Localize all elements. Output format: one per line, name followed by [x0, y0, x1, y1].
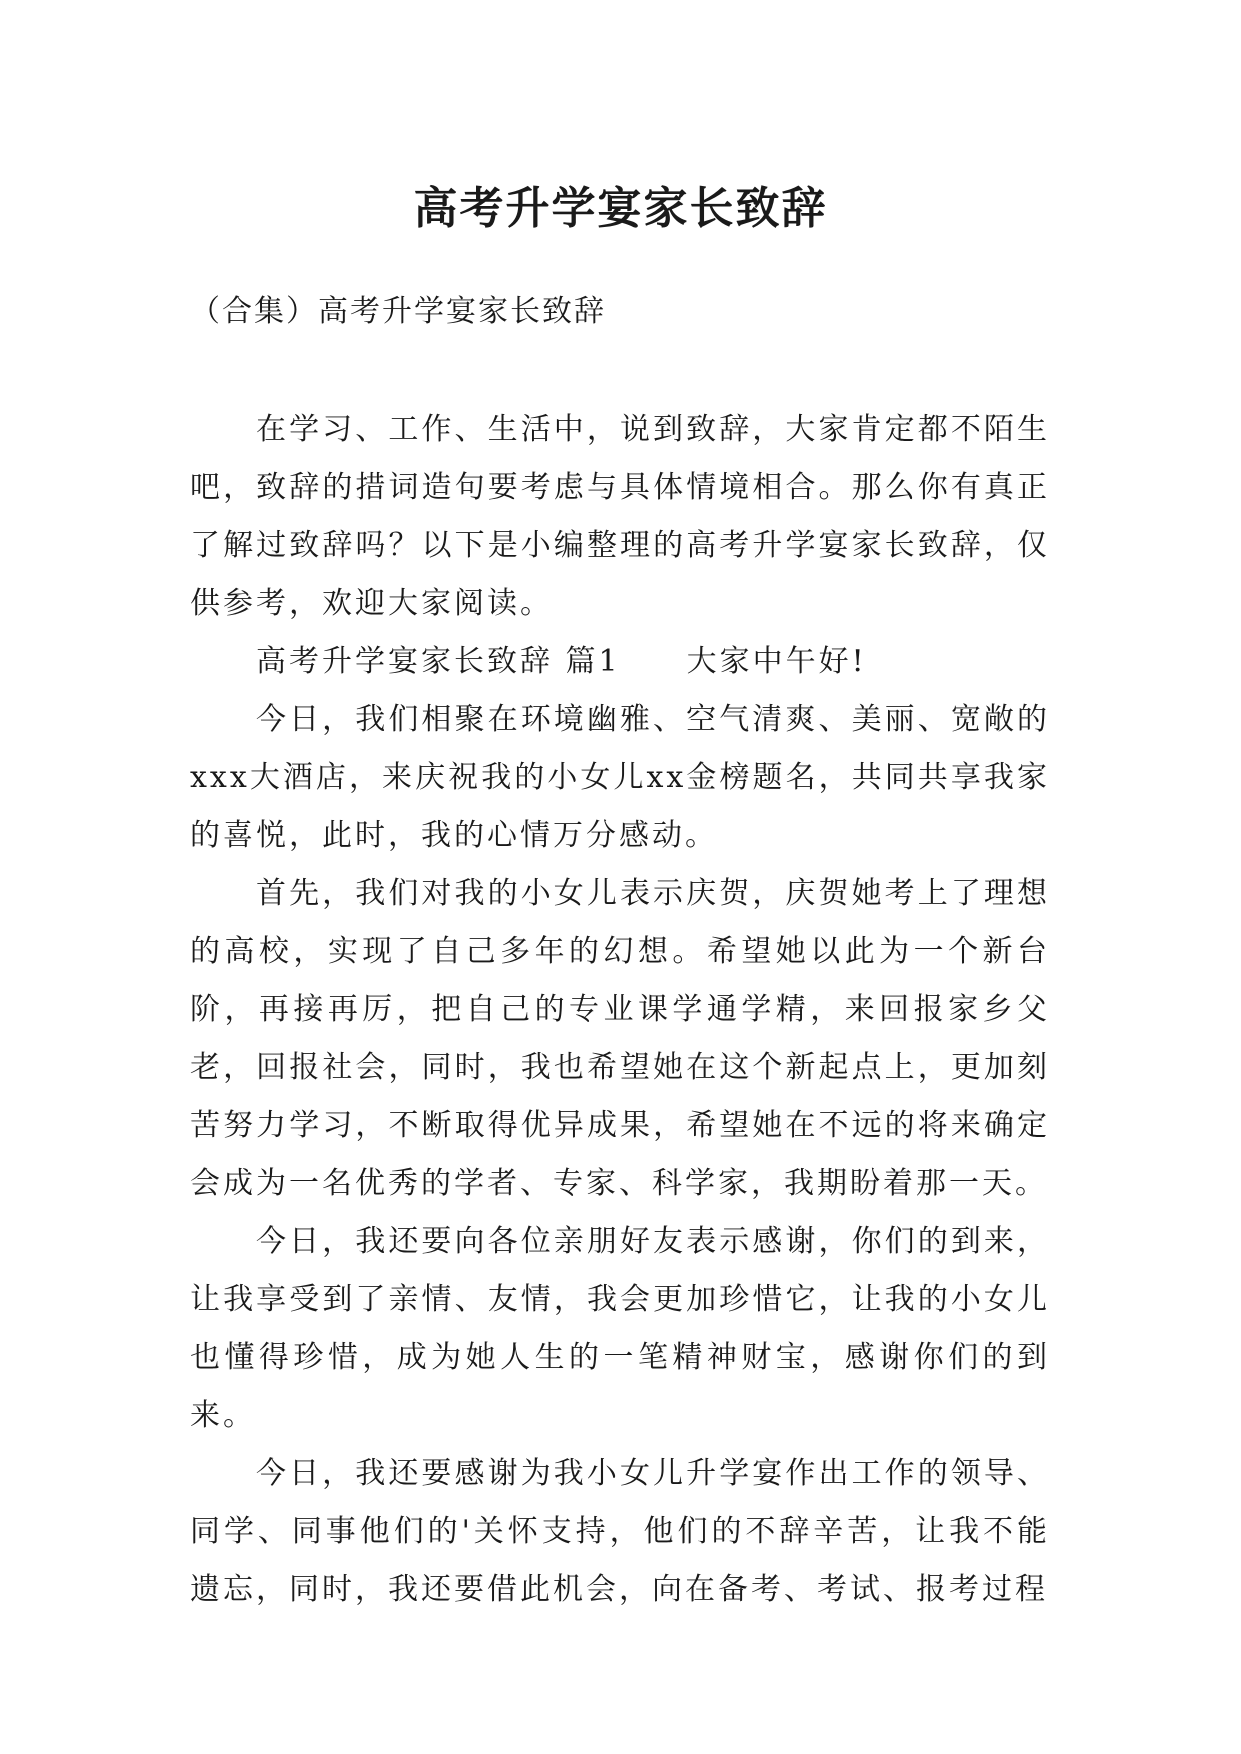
- paragraph: 今日，我还要感谢为我小女儿升学宴作出工作的领导、同学、同事他们的'关怀支持，他们的不辞辛苦，让我不能遗忘，同时，我还要借此机会，向在备考、考试、报考过程: [190, 1456, 1050, 1607]
- paragraph-intro: 在学习、工作、生活中，说到致辞，大家肯定都不陌生吧，致辞的措词造句要考虑与具体情境相合。那么你有真正了解过致辞吗？以下是小编整理的高考升学宴家长致辞，仅供参考，欢迎大家阅读。: [190, 412, 1050, 621]
- document-subtitle: （合集）高考升学宴家长致辞: [190, 294, 606, 329]
- paragraph: 今日，我还要向各位亲朋好友表示感谢，你们的到来，让我享受到了亲情、友情，我会更加珍惜它，让我的小女儿也懂得珍惜，成为她人生的一笔精神财宝，感谢你们的到来。: [190, 1224, 1050, 1433]
- document-body: [190, 401, 1050, 1619]
- paragraph: 首先，我们对我的小女儿表示庆贺，庆贺她考上了理想的高校，实现了自己多年的幻想。希望她以此为一个新台阶，再接再厉，把自己的专业课学通学精，来回报家乡父老，回报社会，同时，我也希望她在这个新起点上，更加刻苦努力学习，不断取得优异成果，希望她在不远的将来确定会成为一名优秀的学者、专家、科学家，我期盼着那一天。: [190, 876, 1050, 1201]
- paragraph: 今日，我们相聚在环境幽雅、空气清爽、美丽、宽敞的xxx大酒店，来庆祝我的小女儿xx金榜题名，共同共享我家的喜悦，此时，我的心情万分感动。: [190, 702, 1050, 853]
- paragraph-section-heading: 高考升学宴家长致辞 篇1 大家中午好!: [256, 644, 867, 679]
- document-title: 高考升学宴家长致辞: [413, 183, 828, 235]
